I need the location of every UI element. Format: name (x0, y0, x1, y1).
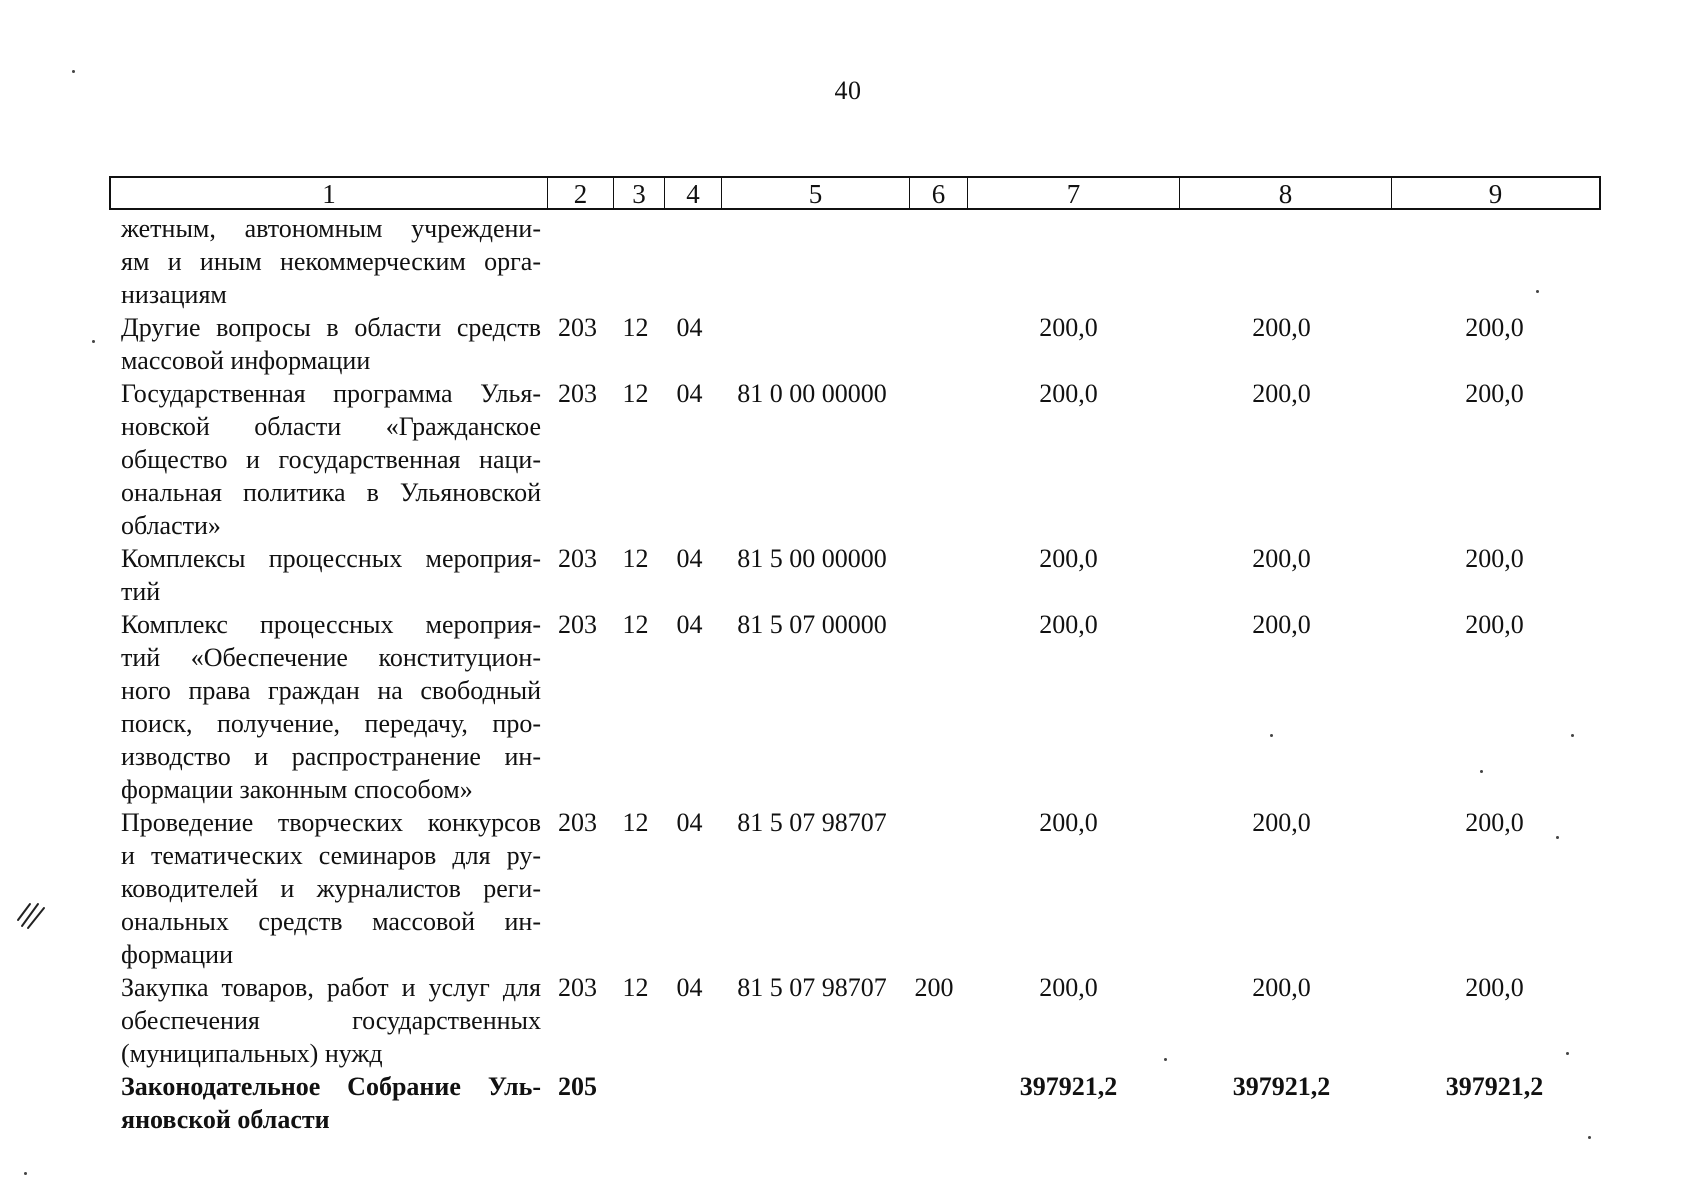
description-line: поиск, получение, передачу, про- (121, 709, 541, 738)
cell-col-9: 200,0 (1465, 379, 1524, 408)
description-line: Комплексы процессных мероприя- (121, 544, 541, 573)
cell-col-5: 81 5 00 00000 (737, 544, 887, 573)
cell-col-3: 12 (622, 313, 649, 342)
scan-speck (1556, 836, 1559, 839)
row-description (109, 311, 545, 377)
cell-col-9: 397921,2 (1445, 1072, 1544, 1101)
scan-speck (1566, 1052, 1569, 1055)
cell-col-3: 12 (622, 379, 649, 408)
description-line: тий (121, 577, 161, 606)
cell-col-9: 200,0 (1465, 544, 1524, 573)
scan-speck (24, 1172, 27, 1175)
description-line: ям и иным некоммерческим орга- (121, 247, 541, 276)
table-row (109, 377, 1601, 542)
cell-col-4: 04 (676, 808, 703, 837)
cell-col-7: 200,0 (1039, 610, 1098, 639)
table-row (109, 1070, 1601, 1136)
cell-col-2: 205 (558, 1072, 597, 1101)
cell-col-2: 203 (558, 610, 597, 639)
cell-col-2: 203 (558, 808, 597, 837)
scan-speck (1164, 1058, 1167, 1061)
cell-col-7: 200,0 (1039, 808, 1098, 837)
description-line: ного права граждан на свободный (121, 676, 541, 705)
scan-speck (72, 70, 75, 73)
table-row (109, 608, 1601, 806)
header-cell-8: 8 (1180, 178, 1392, 208)
row-description (109, 806, 545, 971)
description-line: обеспечения государственных (121, 1006, 541, 1035)
cell-col-8: 200,0 (1252, 379, 1311, 408)
cell-col-8: 200,0 (1252, 610, 1311, 639)
header-cell-5: 5 (722, 178, 910, 208)
table-body (109, 212, 1601, 1136)
cell-col-3: 12 (622, 610, 649, 639)
cell-col-2: 203 (558, 544, 597, 573)
cell-col-9: 200,0 (1465, 973, 1524, 1002)
scan-speck (1536, 290, 1539, 293)
cell-col-7: 397921,2 (1019, 1072, 1118, 1101)
row-description (109, 542, 545, 608)
row-description (109, 608, 545, 806)
description-line: Другие вопросы в области средств (121, 313, 541, 342)
cell-col-4: 04 (676, 973, 703, 1002)
description-line: и тематических семинаров для ру- (121, 841, 541, 870)
description-line: яновской области (121, 1105, 330, 1134)
description-line: Государственная программа Улья- (121, 379, 541, 408)
cell-col-3: 12 (622, 973, 649, 1002)
cell-col-3: 12 (622, 808, 649, 837)
description-line: тий «Обеспечение конституцион- (121, 643, 541, 672)
cell-col-7: 200,0 (1039, 544, 1098, 573)
cell-col-2: 203 (558, 379, 597, 408)
table-header-row (109, 176, 1601, 210)
cell-col-5: 81 5 07 98707 (737, 808, 887, 837)
scan-speck (92, 340, 95, 343)
cell-col-2: 203 (558, 973, 597, 1002)
row-description (109, 1070, 545, 1136)
table-row (109, 971, 1601, 1070)
scan-speck (1270, 734, 1273, 737)
cell-col-8: 200,0 (1252, 313, 1311, 342)
cell-col-6: 200 (914, 973, 954, 1002)
header-cell-7: 7 (968, 178, 1180, 208)
description-line: Законодательное Собрание Уль- (121, 1072, 541, 1101)
description-line: ональных средств массовой ин- (121, 907, 541, 936)
cell-col-7: 200,0 (1039, 973, 1098, 1002)
description-line: низациям (121, 280, 227, 309)
cell-col-8: 397921,2 (1232, 1072, 1331, 1101)
description-line: общество и государственная наци- (121, 445, 541, 474)
cell-col-8: 200,0 (1252, 808, 1311, 837)
scan-speck (1571, 734, 1574, 737)
description-line: области» (121, 511, 221, 540)
row-description (109, 971, 545, 1070)
cell-col-7: 200,0 (1039, 379, 1098, 408)
cell-col-8: 200,0 (1252, 973, 1311, 1002)
cell-col-4: 04 (676, 313, 703, 342)
row-description (109, 212, 545, 311)
header-cell-4: 4 (665, 178, 722, 208)
header-cell-3: 3 (614, 178, 665, 208)
cell-col-5: 81 5 07 00000 (737, 610, 887, 639)
description-line: Проведение творческих конкурсов (121, 808, 541, 837)
description-line: новской области «Гражданское (121, 412, 541, 441)
header-cell-6: 6 (910, 178, 968, 208)
description-line: ональная политика в Ульяновской (121, 478, 541, 507)
row-description (109, 377, 545, 542)
cell-col-4: 04 (676, 379, 703, 408)
header-cell-1: 1 (111, 178, 548, 208)
cell-col-4: 04 (676, 610, 703, 639)
cell-col-9: 200,0 (1465, 808, 1524, 837)
description-line: ководителей и журналистов реги- (121, 874, 541, 903)
scan-speck (1480, 770, 1483, 773)
table-row (109, 212, 1601, 311)
cell-col-2: 203 (558, 313, 597, 342)
cell-col-3: 12 (622, 544, 649, 573)
table-row (109, 806, 1601, 971)
description-line: формации (121, 940, 234, 969)
cell-col-5: 81 5 07 98707 (737, 973, 887, 1002)
description-line: (муниципальных) нужд (121, 1039, 383, 1068)
description-line: Закупка товаров, работ и услуг для (121, 973, 541, 1002)
cell-col-7: 200,0 (1039, 313, 1098, 342)
handwritten-mark (14, 890, 54, 930)
header-cell-2: 2 (548, 178, 614, 208)
table-row (109, 311, 1601, 377)
cell-col-5: 81 0 00 00000 (737, 379, 887, 408)
cell-col-9: 200,0 (1465, 313, 1524, 342)
page-number: 40 (834, 76, 862, 105)
cell-col-4: 04 (676, 544, 703, 573)
description-line: жетным, автономным учреждени- (121, 214, 541, 243)
description-line: формации законным способом» (121, 775, 473, 804)
description-line: массовой информации (121, 346, 371, 375)
cell-col-8: 200,0 (1252, 544, 1311, 573)
scan-speck (1588, 1136, 1591, 1139)
cell-col-9: 200,0 (1465, 610, 1524, 639)
description-line: изводство и распространение ин- (121, 742, 541, 771)
header-cell-9: 9 (1488, 179, 1503, 209)
description-line: Комплекс процессных мероприя- (121, 610, 541, 639)
table-row (109, 542, 1601, 608)
